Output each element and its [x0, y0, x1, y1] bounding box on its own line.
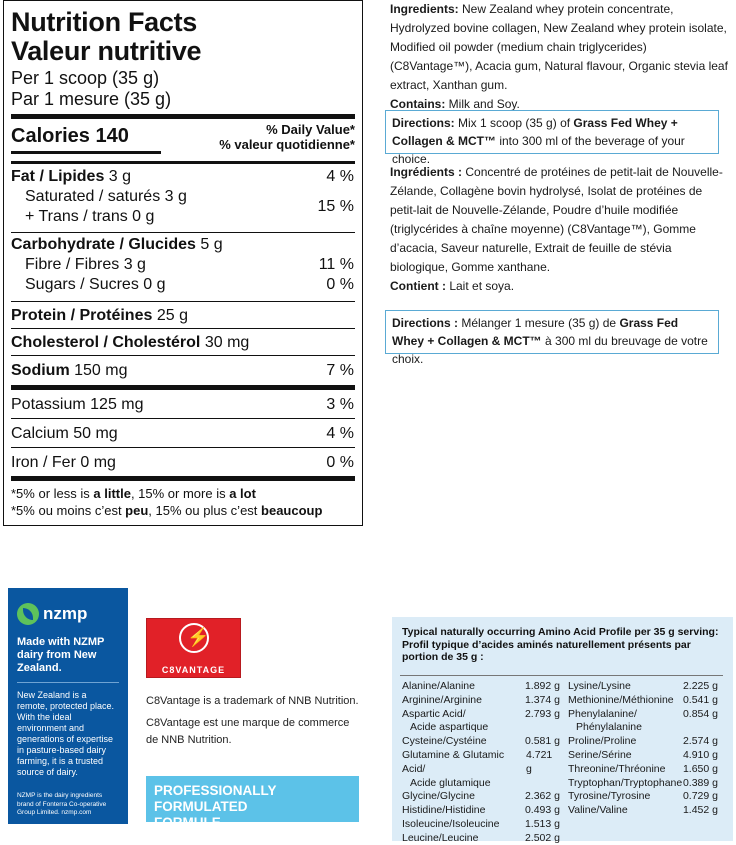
amino-value: 2.793 g [524, 707, 560, 720]
amino-name: Aspartic Acid/ [402, 707, 466, 720]
nzmp-brand: nzmp [43, 604, 88, 623]
list-item [402, 680, 560, 694]
list-item [402, 694, 560, 708]
amino-value: 4.721 g [526, 748, 553, 775]
footnote-text: *5% or less is [11, 486, 94, 501]
ingredients-text: Concentré de protéines de petit-lait de Nouvelle-Zélande, Collagène bovin hydrolysé, Isolat de protéines de petit-lait de Nouvelle-Zélande, Poudre d’huile modifiée (triglycérides à chaîne moyenne) (C8Vantage™), Gomme d’acacia, Saveur naturelle, Extrait de feuille de stévia biologique, Gomme xanthane. [390, 165, 723, 274]
divider [400, 675, 723, 676]
daily-value-en: % Daily Value* [266, 122, 355, 137]
list-item [402, 735, 560, 749]
nzmp-headline: Made with NZMP dairy from New Zealand. [17, 636, 105, 674]
list-item [568, 680, 718, 694]
fibre-label: Fibre / Fibres 3 g [25, 256, 146, 273]
directions-fr [385, 310, 719, 366]
amino-name: Lysine/Lysine [568, 680, 631, 692]
amino-name: Phenylalanine/ [568, 707, 637, 720]
protein-amount: 25 g [152, 307, 188, 324]
amino-value: 1.452 g [682, 804, 718, 817]
lightning-bolt-icon: ⚡ [187, 627, 210, 647]
potassium-label: Potassium 125 mg [11, 396, 144, 413]
list-item [402, 818, 560, 832]
amino-value: 4.910 g [682, 748, 718, 761]
contains-text: Milk and Soy. [445, 97, 520, 111]
sugars-row [11, 275, 355, 295]
c8vantage-logo-word: C8VANTAGE [161, 665, 226, 675]
daily-value-fr: % valeur quotidienne* [219, 137, 355, 152]
footnote-text: , 15% ou plus c’est [148, 503, 262, 518]
nzmp-small-print: NZMP is the dairy ingredients brand of Fonterra Co-operative Group Limited. nzmp.com [17, 792, 107, 816]
daily-value-header [219, 122, 355, 152]
amino-name: Threonine/Thréonine [568, 762, 666, 775]
directions-text: à 300 ml du breuvage de votre choix. [392, 334, 708, 366]
amino-name: Isoleucine/Isoleucine [402, 817, 500, 830]
calcium-label: Calcium 50 mg [11, 425, 118, 442]
amino-value: 2.574 g [682, 735, 718, 748]
cholesterol-label: Cholesterol / Cholestérol [11, 334, 201, 351]
footnote-en [11, 485, 355, 502]
list-item [568, 790, 718, 804]
amino-name: Leucine/Leucine [402, 831, 479, 844]
list-item [568, 763, 718, 777]
leaf-icon [17, 603, 39, 625]
badge-line-fr: FORMULE PROFESSIONNELLE [154, 815, 287, 845]
amino-name: Arginine/Arginine [402, 693, 482, 706]
amino-column-left [402, 680, 560, 845]
carb-label: Carbohydrate / Glucides [11, 236, 196, 253]
footnote-text: a little [93, 486, 131, 501]
amino-value: 0.581 g [524, 735, 560, 748]
fat-row [11, 167, 355, 187]
c8vantage-trademark-en: C8Vantage is a trademark of NNB Nutrition. [146, 695, 359, 707]
nzmp-logo [17, 596, 119, 632]
directions-text: into 300 ml of the beverage of your choice. [392, 134, 685, 166]
iron-row [11, 448, 355, 476]
directions-text: Mélanger 1 mesure (35 g) de [458, 316, 620, 330]
list-item [402, 708, 560, 722]
list-item [402, 804, 560, 818]
amino-name: Glutamine & Glutamic Acid/ [402, 748, 505, 775]
carb-amount: 5 g [195, 236, 223, 253]
contains-label: Contient : [390, 279, 446, 293]
footnote [11, 485, 355, 519]
ingredients-label: Ingrédients : [390, 165, 463, 179]
amino-title-en: Typical naturally occurring Amino Acid Profile per 35 g serving: [402, 626, 719, 638]
amino-value: 1.374 g [524, 693, 560, 706]
nutrition-facts-table [3, 0, 363, 526]
footnote-text: *5% ou moins c’est [11, 503, 126, 518]
footnote-fr [11, 502, 355, 519]
ingredients-text: New Zealand whey protein concentrate, Hydrolyzed bovine collagen, New Zealand whey protein isolate, Modified oil powder (medium chain triglycerides) (C8Vantage™), Acacia gum, Natural flavour, Organic stevia leaf extract, Xanthan gum. [390, 2, 728, 92]
amino-value: 0.493 g [524, 804, 560, 817]
directions-label: Directions : [392, 316, 459, 330]
amino-acid-profile [392, 617, 733, 844]
list-item [402, 832, 560, 845]
amino-value: 0.729 g [682, 790, 718, 803]
contains-text: Lait et soya. [446, 279, 515, 293]
sugars-label: Sugars / Sucres 0 g [25, 276, 166, 293]
footnote-text: a lot [229, 486, 256, 501]
directions-en [385, 110, 719, 166]
amino-name: Glycine/Glycine [402, 790, 475, 803]
sodium-row [11, 356, 355, 383]
saturated-trans-row [11, 187, 355, 227]
amino-column-right [568, 680, 718, 818]
protein-row [11, 302, 355, 328]
amino-name: Tryptophan/Tryptophane [568, 776, 683, 789]
cholesterol-amount: 30 mg [200, 334, 250, 351]
footnote-text: peu [125, 503, 149, 518]
amino-title [402, 626, 727, 664]
sodium-amount: 150 mg [69, 362, 128, 379]
serving-size-en: Per 1 scoop (35 g) [11, 68, 160, 88]
amino-name: Proline/Proline [568, 735, 637, 748]
nutrition-title-en: Nutrition Facts [11, 7, 198, 37]
fibre-row [11, 255, 355, 275]
sodium-pct: 7 % [326, 362, 354, 379]
calcium-row [11, 419, 355, 447]
nzmp-panel [8, 588, 128, 824]
professionally-formulated-badge [146, 776, 359, 845]
amino-name-fr: Acide glutamique [410, 776, 491, 789]
amino-value: 2.362 g [524, 790, 560, 803]
amino-name: Valine/Valine [568, 804, 628, 817]
amino-name: Tyrosine/Tyrosine [568, 790, 651, 803]
amino-value: 0.854 g [682, 707, 718, 720]
footnote-text: , 15% or more is [130, 486, 230, 501]
amino-value: 1.513 g [524, 817, 560, 830]
amino-name: Histidine/Histidine [402, 804, 486, 817]
saturated-fat: Saturated / saturés 3 g [25, 188, 187, 205]
cholesterol-row [11, 329, 355, 355]
list-item [568, 694, 718, 708]
amino-value: 1.650 g [682, 762, 718, 775]
iron-label: Iron / Fer 0 mg [11, 454, 116, 471]
amino-name: Alanine/Alanine [402, 680, 475, 692]
c8vantage-logo [146, 618, 241, 678]
amino-name: Serine/Sérine [568, 748, 632, 761]
carbohydrate-row [11, 235, 355, 255]
list-item [568, 777, 718, 791]
divider [11, 151, 161, 154]
list-item [402, 749, 560, 777]
list-item [568, 708, 718, 722]
nzmp-body: New Zealand is a remote, protected place. With the ideal environment and generations of expertise in pasture-based dairy farming, it is a trusted source of dairy. [17, 690, 115, 777]
divider [17, 682, 119, 683]
list-item [568, 804, 718, 818]
sodium-label: Sodium [11, 362, 70, 379]
directions-text: Mix 1 scoop (35 g) of [454, 116, 574, 130]
fibre-pct: 11 % [318, 256, 354, 273]
product-name: Grass Fed Whey + Collagen & MCT™ [392, 116, 678, 148]
iron-pct: 0 % [326, 454, 354, 471]
serving-size-fr: Par 1 mesure (35 g) [11, 89, 172, 109]
saturated-trans-pct: 15 % [317, 198, 354, 215]
amino-name: Methionine/Méthionine [568, 693, 674, 706]
list-item [402, 790, 560, 804]
amino-value: 2.502 g [524, 831, 560, 844]
trans-fat: + Trans / trans 0 g [25, 208, 155, 225]
directions-label: Directions: [392, 116, 455, 130]
calories-row [11, 119, 355, 161]
ingredients-fr [390, 163, 730, 296]
amino-value: 0.541 g [682, 693, 718, 706]
potassium-pct: 3 % [326, 396, 354, 413]
amino-name-fr: Phénylalanine [576, 721, 642, 734]
contains-label: Contains: [390, 97, 446, 111]
calcium-pct: 4 % [326, 425, 354, 442]
divider [11, 476, 355, 481]
protein-label: Protein / Protéines [11, 307, 153, 324]
fat-pct: 4 % [326, 168, 354, 185]
c8vantage-trademark-fr: C8Vantage est une marque de commerce de NNB Nutrition. [146, 717, 350, 746]
amino-title-fr: Profil typique d’acides aminés naturellement présents par portion de 35 g : [402, 638, 691, 663]
ingredients-en [390, 0, 730, 114]
amino-value: 1.892 g [524, 680, 560, 692]
fat-label: Fat / Lipides [11, 168, 105, 185]
amino-name-fr: Acide aspartique [410, 721, 489, 734]
ingredients-label: Ingredients: [390, 2, 459, 16]
amino-name: Cysteine/Cystéine [402, 735, 487, 748]
nutrition-title-fr: Valeur nutritive [11, 36, 202, 66]
badge-line-en: PROFESSIONALLY FORMULATED [154, 783, 277, 814]
fat-amount: 3 g [104, 168, 132, 185]
product-name: Grass Fed Whey + Collagen & MCT™ [392, 316, 679, 348]
sugars-pct: 0 % [326, 276, 354, 293]
amino-value: 0.389 g [682, 776, 718, 789]
list-item [568, 749, 718, 763]
footnote-text: beaucoup [261, 503, 323, 518]
potassium-row [11, 390, 355, 418]
amino-value: 2.225 g [682, 680, 718, 692]
list-item [568, 735, 718, 749]
calories-label: Calories 140 [11, 125, 129, 147]
